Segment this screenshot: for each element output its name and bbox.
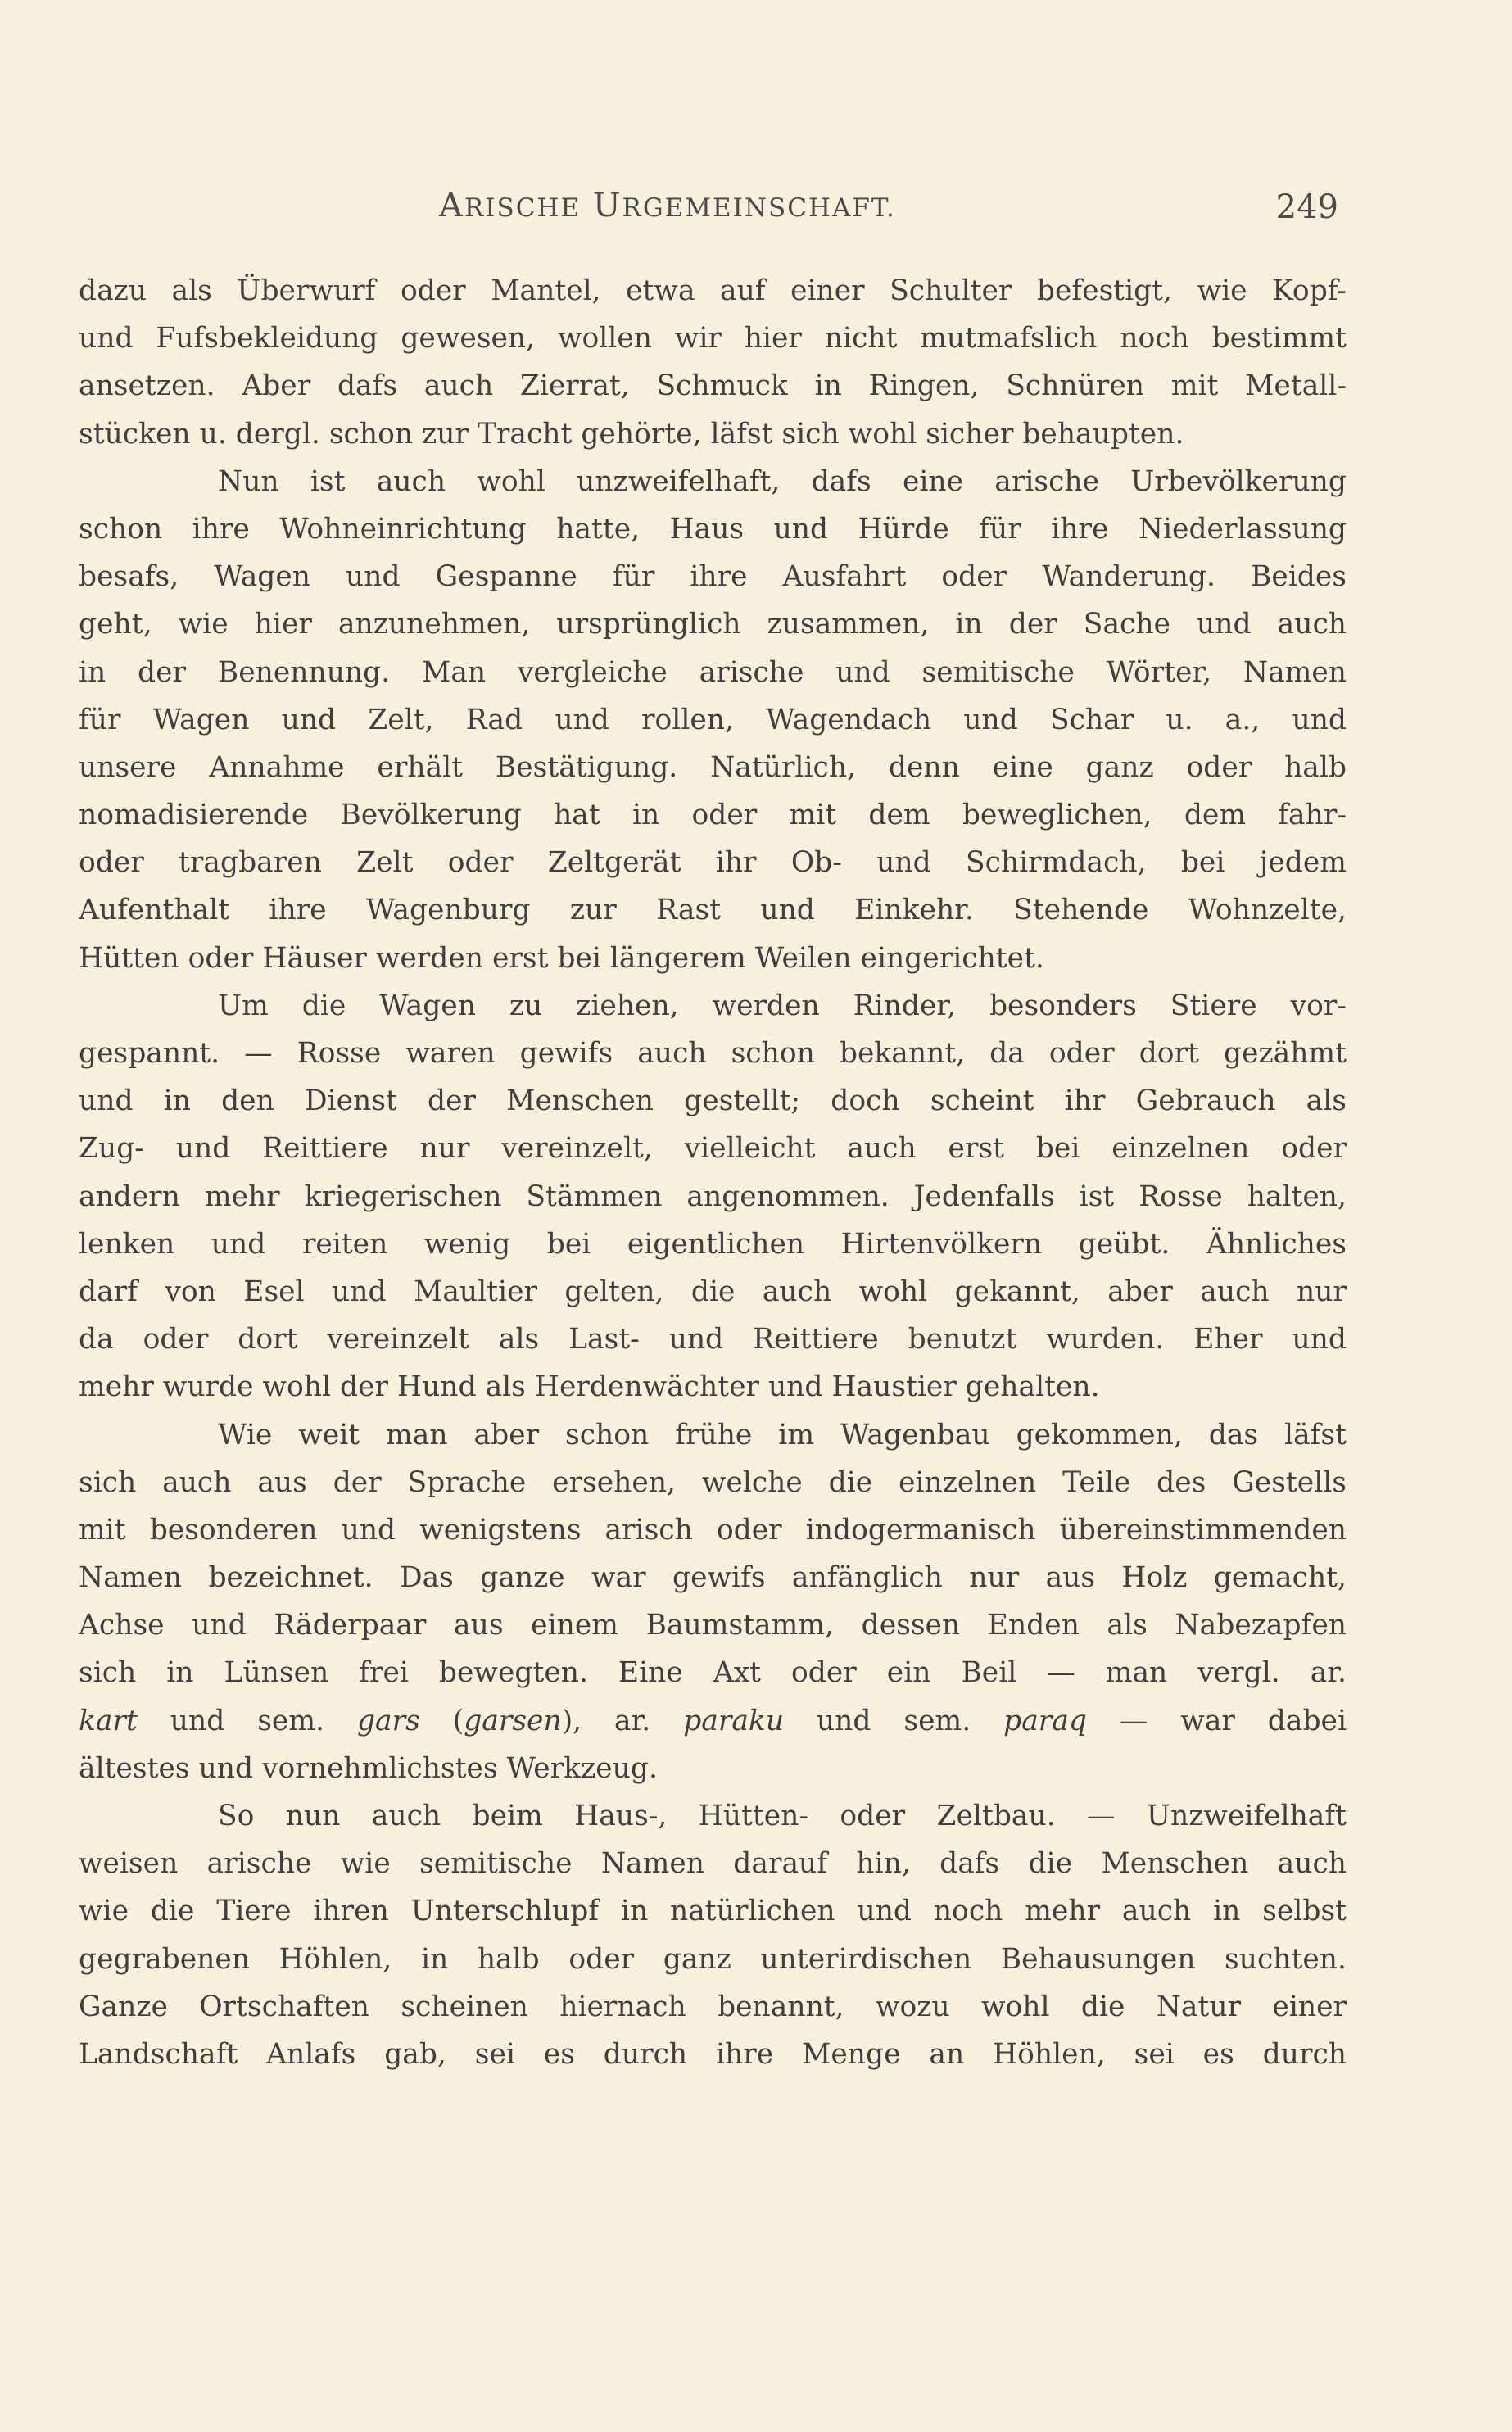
text-line: unsere Annahme erhält Bestätigung. Natürlich, denn eine ganz oder halb — [79, 750, 1347, 784]
paragraph-start-line: Nun ist auch wohl unzweifelhaft, dafs eine arische Urbevölkerung — [218, 464, 1347, 498]
text-line: Namen bezeichnet. Das ganze war gewifs anfänglich nur aus Holz gemacht, — [79, 1561, 1347, 1595]
text-line-with-italics — [79, 1697, 1347, 1745]
text-line: Hütten oder Häuser werden erst bei längerem Weilen eingerichtet. — [79, 941, 1044, 975]
text-line: nomadisierende Bevölkerung hat in oder mit dem beweglichen, dem fahr- — [79, 799, 1347, 832]
text-line: und Fufsbekleidung gewesen, wollen wir hier nicht mutmafslich noch bestimmt — [79, 322, 1347, 356]
text-line: stücken u. dergl. schon zur Tracht gehörte, läfst sich wohl sicher behaupten. — [79, 417, 1184, 451]
paragraph-start-line: So nun auch beim Haus-, Hütten- oder Zeltbau. — Unzweifelhaft — [218, 1800, 1347, 1832]
paragraph-start-line: Um die Wagen zu ziehen, werden Rinder, besonders Stiere vor- — [218, 989, 1347, 1022]
text-span: und sem. — [784, 1704, 1004, 1737]
text-line: oder tragbaren Zelt oder Zeltgerät ihr Ob- und Schirmdach, bei jedem — [79, 846, 1347, 880]
text-line: Zug- und Reittiere nur vereinzelt, vielleicht auch erst bei einzelnen oder — [79, 1132, 1347, 1166]
text-line: sich in Lünsen frei bewegten. Eine Axt oder ein Beil — man vergl. ar. — [79, 1656, 1347, 1690]
text-line: ältestes und vornehmlichstes Werkzeug. — [79, 1751, 658, 1785]
italic-term: gars — [356, 1704, 420, 1737]
text-line: geht, wie hier anzunehmen, ursprünglich zusammen, in der Sache und auch — [79, 608, 1347, 641]
italic-term: paraq — [1003, 1704, 1087, 1737]
text-line: ansetzen. Aber dafs auch Zierrat, Schmuck in Ringen, Schnüren mit Metall- — [79, 369, 1347, 403]
text-line: andern mehr kriegerischen Stämmen angenommen. Jedenfalls ist Rosse halten, — [79, 1180, 1347, 1213]
running-title-initial-2: U — [592, 187, 622, 224]
running-head — [79, 187, 1347, 236]
page-number: 249 — [1275, 188, 1338, 226]
text-span: — war dabei — [1086, 1704, 1347, 1737]
text-line: für Wagen und Zelt, Rad und rollen, Wagendach und Schar u. a., und — [79, 703, 1347, 736]
text-line: besafs, Wagen und Gespanne für ihre Ausfahrt oder Wanderung. Beides — [79, 560, 1347, 594]
text-line: Ganze Ortschaften scheinen hiernach benannt, wozu wohl die Natur einer — [79, 1990, 1347, 2023]
text-span: und sem. — [137, 1704, 357, 1737]
paragraph-start-line: Wie weit man aber schon frühe im Wagenbau gekommen, das läfst — [218, 1418, 1347, 1452]
italic-term: garsen — [464, 1704, 562, 1737]
italic-term: kart — [79, 1704, 138, 1737]
text-line: sich auch aus der Sprache ersehen, welche die einzelnen Teile des Gestells — [79, 1465, 1347, 1499]
text-line: da oder dort vereinzelt als Last- und Reittiere benutzt wurden. Eher und — [79, 1323, 1347, 1356]
text-line: in der Benennung. Man vergleiche arische und semitische Wörter, Namen — [79, 655, 1347, 689]
body-text — [79, 267, 1347, 2078]
text-line: und in den Dienst der Menschen gestellt; doch scheint ihr Gebrauch als — [79, 1085, 1347, 1118]
text-line: Aufenthalt ihre Wagenburg zur Rast und Einkehr. Stehende Wohnzelte, — [79, 894, 1347, 927]
running-title-initial-1: A — [439, 187, 464, 224]
running-title-rest-1: RISCHE — [464, 193, 582, 223]
text-line: lenken und reiten wenig bei eigentlichen Hirtenvölkern geübt. Ähnliches — [79, 1227, 1347, 1261]
text-span: ( — [419, 1704, 464, 1737]
text-line: dazu als Überwurf oder Mantel, etwa auf einer Schulter befestigt, wie Kopf- — [79, 274, 1347, 307]
text-line: mehr wurde wohl der Hund als Herdenwächter und Haustier gehalten. — [79, 1370, 1100, 1404]
text-line: wie die Tiere ihren Unterschlupf in natürlichen und noch mehr auch in selbst — [79, 1895, 1347, 1928]
running-title-rest-2: RGEMEINSCHAFT. — [622, 193, 896, 223]
text-line: weisen arische wie semitische Namen darauf hin, dafs die Menschen auch — [79, 1847, 1347, 1881]
text-line: gegrabenen Höhlen, in halb oder ganz unterirdischen Behausungen suchten. — [79, 1942, 1347, 1976]
text-line: gespannt. — Rosse waren gewifs auch schon bekannt, da oder dort gezähmt — [79, 1037, 1347, 1070]
text-line: Landschaft Anlafs gab, sei es durch ihre Menge an Höhlen, sei es durch — [79, 2037, 1347, 2071]
text-line: schon ihre Wohneinrichtung hatte, Haus und Hürde für ihre Niederlassung — [79, 512, 1347, 546]
text-line: mit besonderen und wenigstens arisch oder indogermanisch übereinstimmenden — [79, 1513, 1347, 1547]
text-span: ), ar. — [561, 1704, 684, 1737]
running-title — [439, 187, 896, 224]
text-line: Achse und Räderpaar aus einem Baumstamm, dessen Enden als Nabezapfen — [79, 1609, 1347, 1642]
italic-term: paraku — [683, 1704, 785, 1737]
text-line: darf von Esel und Maultier gelten, die auch wohl gekannt, aber auch nur — [79, 1275, 1347, 1308]
